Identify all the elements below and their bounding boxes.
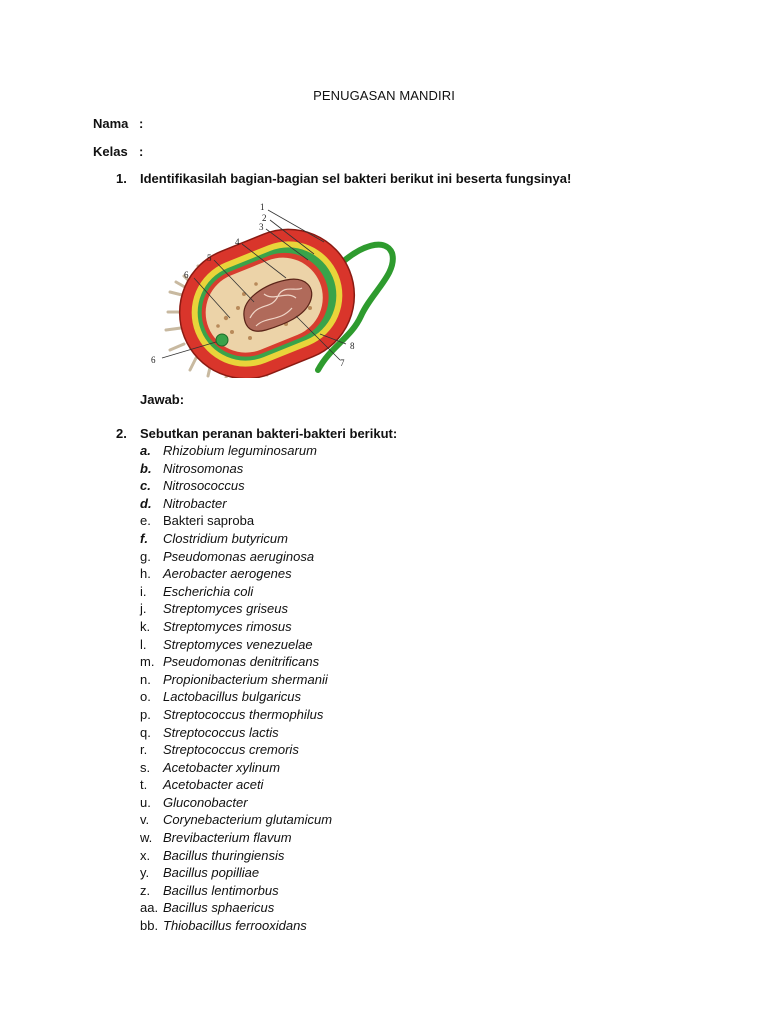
list-item-name: Corynebacterium glutamicum: [163, 812, 333, 828]
list-item: [140, 565, 332, 583]
list-item-name: Streptomyces rimosus: [163, 618, 292, 634]
list-item-letter: m.: [140, 654, 155, 670]
list-item-name: Bacillus popilliae: [163, 865, 260, 881]
list-item-letter: bb.: [140, 918, 159, 934]
list-item-letter: c.: [140, 478, 151, 494]
list-item-name: Thiobacillus ferrooxidans: [163, 918, 307, 934]
question-2-number: 2.: [116, 426, 127, 441]
list-item-letter: u.: [140, 794, 151, 810]
list-item-name: Acetobacter aceti: [163, 777, 264, 793]
diagram-label-1: 1: [260, 202, 265, 212]
list-item: [140, 442, 332, 460]
diagram-label-3: 3: [259, 222, 264, 232]
list-item: [140, 882, 332, 900]
question-1: [116, 171, 571, 186]
list-item-name: Streptomyces griseus: [163, 601, 288, 617]
name-label: Nama: [93, 116, 129, 131]
list-item: [140, 706, 332, 724]
class-label: Kelas: [93, 144, 128, 159]
list-item-name: Streptomyces venezuelae: [163, 636, 313, 652]
list-item-name: Pseudomonas denitrificans: [163, 654, 320, 670]
list-item-letter: o.: [140, 689, 151, 705]
list-item: [140, 636, 332, 654]
list-item-letter: n.: [140, 671, 151, 687]
list-item-letter: v.: [140, 812, 150, 828]
list-item: [140, 477, 332, 495]
list-item: [140, 653, 332, 671]
list-item-name: Nitrobacter: [163, 495, 227, 511]
list-item-letter: l.: [140, 636, 147, 652]
class-field: [93, 144, 143, 159]
list-item: [140, 759, 332, 777]
list-item: [140, 741, 332, 759]
list-item-name: Bacillus thuringiensis: [163, 847, 285, 863]
list-item-letter: p.: [140, 706, 151, 722]
list-item-letter: w.: [140, 830, 153, 846]
list-item-name: Escherichia coli: [163, 583, 254, 599]
diagram-label-2: 2: [262, 213, 267, 223]
list-item: [140, 530, 332, 548]
list-item-name: Streptococcus cremoris: [163, 742, 299, 758]
list-item-letter: z.: [140, 882, 151, 898]
diagram-label-7: 7: [340, 358, 345, 368]
bacteria-cell-diagram: [146, 198, 406, 378]
list-item-name: Bacillus sphaericus: [163, 900, 275, 916]
list-item: [140, 829, 332, 847]
list-item-letter: r.: [140, 742, 148, 758]
question-1-text: Identifikasilah bagian-bagian sel bakteri berikut ini beserta fungsinya!: [140, 171, 572, 186]
list-item-name: Nitrosomonas: [163, 460, 244, 476]
list-item-letter: d.: [140, 495, 152, 511]
list-item-letter: a.: [140, 443, 151, 458]
list-item: [140, 688, 332, 706]
list-item-name: Aerobacter aerogenes: [163, 566, 292, 582]
answer-label: Jawab:: [140, 392, 185, 407]
list-item-name: Clostridium butyricum: [163, 530, 288, 546]
list-item: [140, 847, 332, 865]
list-item-name: Nitrosococcus: [163, 478, 245, 494]
name-field: [93, 116, 143, 131]
list-item-letter: x.: [140, 847, 151, 863]
list-item-letter: t.: [140, 777, 148, 793]
list-item-name: Brevibacterium flavum: [163, 830, 292, 846]
class-separator: :: [139, 144, 144, 159]
list-item: [140, 583, 332, 601]
list-item: [140, 495, 332, 513]
list-item-letter: h.: [140, 566, 151, 582]
list-item-letter: aa.: [140, 900, 159, 916]
list-item-name: Pseudomonas aeruginosa: [163, 548, 315, 564]
list-item-letter: g.: [140, 548, 151, 564]
list-item-name: Bacillus lentimorbus: [163, 882, 279, 898]
list-item: [140, 618, 332, 636]
list-item: [140, 899, 332, 917]
list-item: [140, 794, 332, 812]
list-item-letter: q.: [140, 724, 151, 740]
list-item-name: Acetobacter xylinum: [163, 759, 281, 775]
list-item: [140, 548, 332, 566]
plasmid-shape: [216, 334, 228, 346]
list-item-letter: k.: [140, 618, 151, 634]
list-item: [140, 811, 332, 829]
list-item: [140, 917, 332, 935]
list-item-name: Gluconobacter: [163, 794, 248, 810]
list-item-name: Streptococcus lactis: [163, 724, 279, 740]
list-item-letter: b.: [140, 460, 152, 476]
list-item-name: Lactobacillus bulgaricus: [163, 689, 302, 705]
list-item: [140, 724, 332, 742]
list-item-letter: f.: [140, 530, 148, 546]
list-item: [140, 600, 332, 618]
list-item-name: Streptococcus thermophilus: [163, 706, 324, 722]
question-2-text: Sebutkan peranan bakteri-bakteri berikut:: [140, 426, 398, 441]
list-item-name: Rhizobium leguminosarum: [163, 443, 317, 458]
list-item: [140, 512, 332, 530]
list-item-letter: e.: [140, 513, 151, 529]
page-title: PENUGASAN MANDIRI: [313, 88, 455, 103]
list-item: [140, 671, 332, 689]
question-2: [116, 426, 397, 441]
list-item: [140, 776, 332, 794]
list-item-letter: s.: [140, 759, 151, 775]
list-item-letter: i.: [140, 583, 147, 599]
list-item-letter: y.: [140, 865, 150, 881]
list-item: [140, 460, 332, 478]
list-item-name: Propionibacterium shermanii: [163, 671, 328, 687]
diagram-label-6-top: 6: [184, 270, 189, 280]
question-1-number: 1.: [116, 171, 127, 186]
diagram-label-8: 8: [350, 341, 355, 351]
bacteria-list: [140, 442, 332, 935]
list-item-name: Bakteri saproba: [163, 513, 255, 529]
diagram-label-5: 5: [207, 253, 212, 263]
diagram-label-4: 4: [235, 237, 240, 247]
list-item-letter: j.: [140, 601, 147, 617]
list-item: [140, 864, 332, 882]
name-separator: :: [139, 116, 144, 131]
diagram-label-6-bottom: 6: [151, 355, 156, 365]
